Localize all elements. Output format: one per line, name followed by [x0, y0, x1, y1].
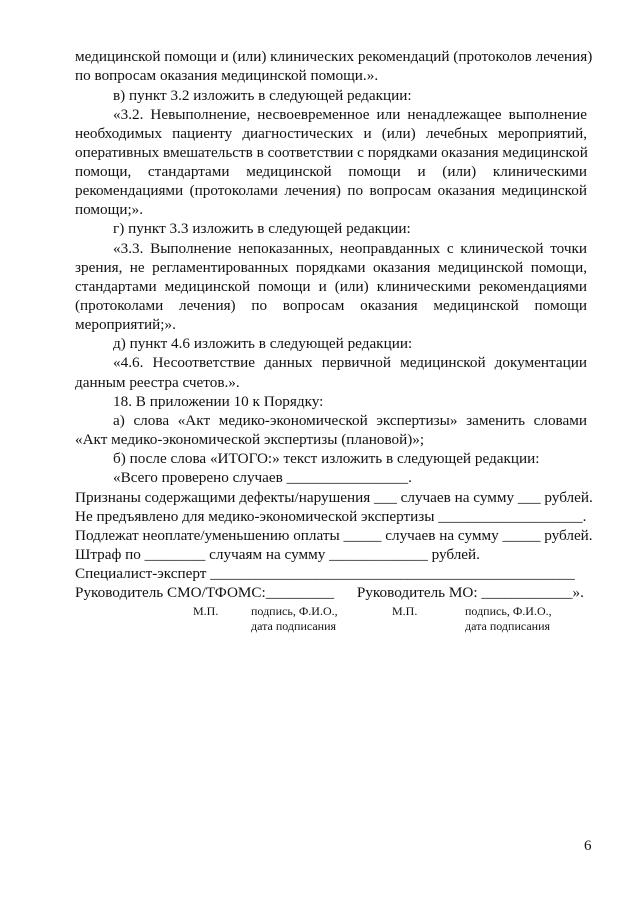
text-line: д) пункт 4.6 изложить в следующей редакции: [113, 335, 413, 352]
signature-caption-right-date: дата подписания [465, 619, 551, 633]
text-line: помощи, стандартами медицинской помощи и (или) клиническими [75, 163, 587, 180]
page-number: 6 [584, 838, 592, 854]
text-line: данным реестра счетов.». [75, 374, 240, 391]
text-line: «3.2. Невыполнение, несвоевременное или ненадлежащее выполнение [113, 106, 587, 123]
text-line: Признаны содержащими дефекты/нарушения ___ случаев на сумму ___ рублей. [75, 489, 593, 506]
text-line: б) после слова «ИТОГО:» текст изложить в следующей редакции: [113, 450, 540, 467]
text-line: стандартами медицинской помощи и (или) клиническими рекомендациями [75, 278, 587, 295]
text-line: «Всего проверено случаев ________________. [113, 469, 412, 486]
signature-caption-right: подпись, Ф.И.О., [465, 604, 552, 618]
text-line: 18. В приложении 10 к Порядку: [113, 393, 324, 410]
signature-caption-left: подпись, Ф.И.О., [251, 604, 338, 618]
text-line: медицинской помощи и (или) клинических рекомендаций (протоколов лечения) [75, 48, 593, 65]
text-line: «4.6. Несоответствие данных первичной медицинской документации [113, 354, 587, 371]
text-line: зрения, не регламентированных порядками оказания медицинской помощи, [75, 259, 587, 276]
text-line: а) слова «Акт медико-экономической экспертизы» заменить словами [113, 412, 587, 429]
text-line: Штраф по ________ случаям на сумму _____________ рублей. [75, 546, 480, 563]
signature-caption-left-date: дата подписания [251, 619, 337, 633]
text-line: Руководитель СМО/ТФОМС:_________ Руководитель МО: ____________». [75, 584, 584, 601]
text-line: мероприятий;». [75, 316, 176, 333]
text-line: (протоколами лечения) по вопросам оказания медицинской помощи [75, 297, 587, 314]
text-line: Не предъявлено для медико-экономической экспертизы ___________________. [75, 508, 587, 525]
text-line: по вопросам оказания медицинской помощи.». [75, 67, 379, 84]
stamp-caption-right: М.П. [392, 604, 418, 618]
text-line: в) пункт 3.2 изложить в следующей редакции: [113, 87, 412, 104]
text-line: г) пункт 3.3 изложить в следующей редакции: [113, 220, 411, 237]
text-line: «Акт медико-экономической экспертизы (плановой)»; [75, 431, 425, 448]
text-line: помощи;». [75, 201, 144, 218]
stamp-caption-left: М.П. [193, 604, 219, 618]
text-line: «3.3. Выполнение непоказанных, неоправданных с клинической точки [113, 240, 587, 257]
text-line: Подлежат неоплате/уменьшению оплаты _____ случаев на сумму _____ рублей. [75, 527, 593, 544]
text-line: оперативных вмешательств в соответствии с порядками оказания медицинской [75, 144, 588, 161]
text-line: рекомендациями (протоколами лечения) по вопросам оказания медицинской [75, 182, 587, 199]
text-line: Специалист-эксперт ________________________________________________ [75, 565, 575, 582]
text-line: необходимых пациенту диагностических и (или) лечебных мероприятий, [75, 125, 587, 142]
